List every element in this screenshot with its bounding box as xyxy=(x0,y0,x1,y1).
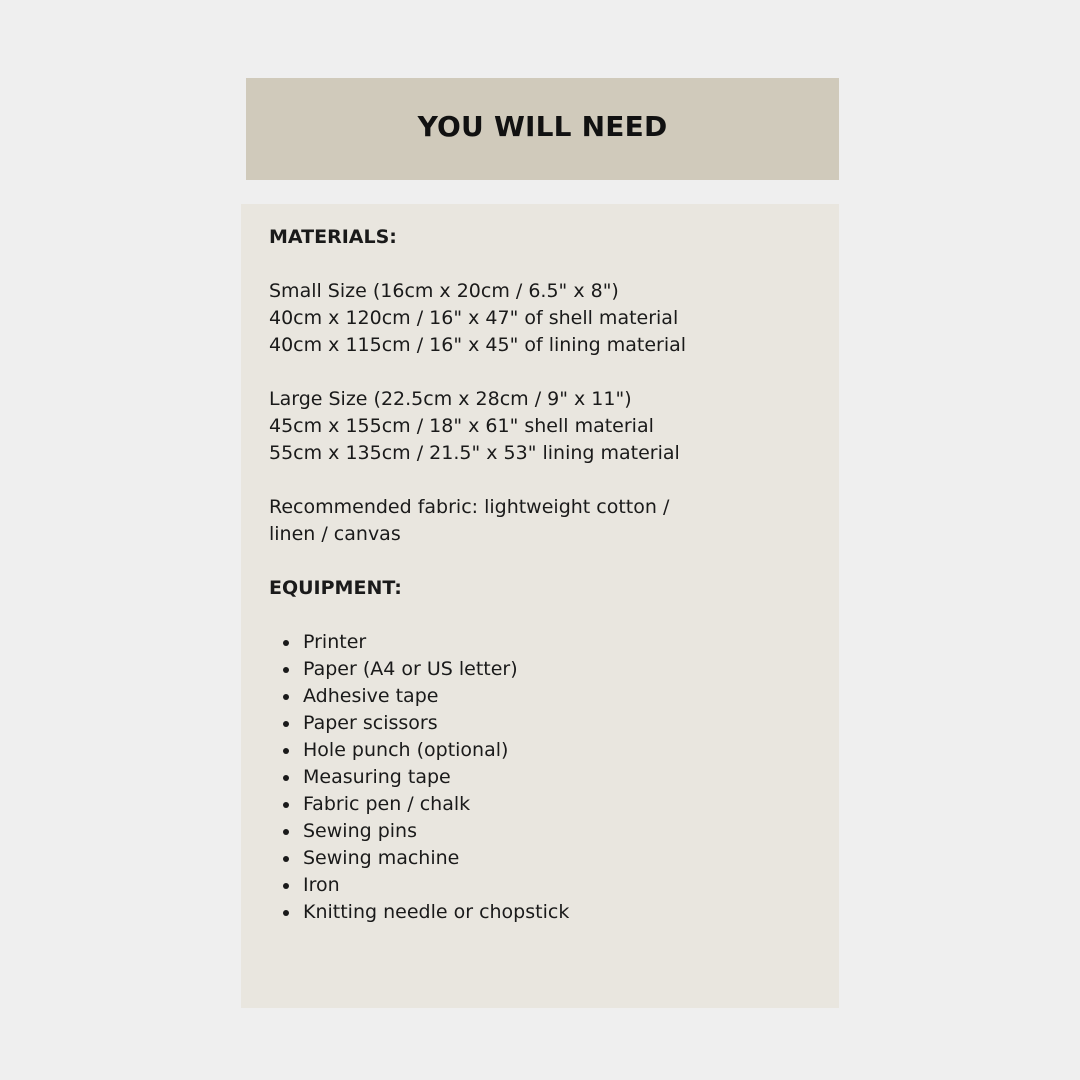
bullet-icon xyxy=(283,856,289,862)
list-item xyxy=(269,845,819,872)
small-size-title: Small Size (16cm x 20cm / 6.5" x 8") xyxy=(269,280,619,302)
bullet-icon xyxy=(283,640,289,646)
spacer xyxy=(269,251,819,278)
list-item-label: Iron xyxy=(303,874,340,896)
list-item xyxy=(269,791,819,818)
spacer xyxy=(269,602,819,629)
list-item xyxy=(269,629,819,656)
list-item-label: Paper scissors xyxy=(303,712,438,734)
recommended-fabric-line2: linen / canvas xyxy=(269,523,401,545)
bullet-icon xyxy=(283,802,289,808)
list-item-label: Knitting needle or chopstick xyxy=(303,901,570,923)
large-size-title: Large Size (22.5cm x 28cm / 9" x 11") xyxy=(269,388,632,410)
list-item xyxy=(269,656,819,683)
page-title: YOU WILL NEED xyxy=(417,110,668,143)
bullet-icon xyxy=(283,910,289,916)
list-item-label: Measuring tape xyxy=(303,766,451,788)
list-item-label: Printer xyxy=(303,631,367,653)
list-item-label: Adhesive tape xyxy=(303,685,439,707)
content-panel xyxy=(241,204,839,1008)
small-size-lining: 40cm x 115cm / 16" x 45" of lining material xyxy=(269,334,687,356)
list-item-label: Sewing pins xyxy=(303,820,417,842)
bullet-icon xyxy=(283,775,289,781)
spacer xyxy=(269,467,819,494)
list-item xyxy=(269,710,819,737)
list-item-label: Sewing machine xyxy=(303,847,460,869)
bullet-icon xyxy=(283,748,289,754)
bullet-icon xyxy=(283,883,289,889)
list-item xyxy=(269,764,819,791)
spacer xyxy=(269,359,819,386)
large-size-shell: 45cm x 155cm / 18" x 61" shell material xyxy=(269,415,654,437)
list-item-label: Fabric pen / chalk xyxy=(303,793,471,815)
equipment-label: EQUIPMENT: xyxy=(269,577,402,599)
recommended-fabric-line1: Recommended fabric: lightweight cotton / xyxy=(269,496,670,518)
list-item-label: Hole punch (optional) xyxy=(303,739,509,761)
list-item xyxy=(269,872,819,899)
bullet-icon xyxy=(283,667,289,673)
list-item-label: Paper (A4 or US letter) xyxy=(303,658,518,680)
list-item xyxy=(269,818,819,845)
materials-label: MATERIALS: xyxy=(269,226,397,248)
header-banner xyxy=(246,78,839,180)
list-item xyxy=(269,683,819,710)
list-item xyxy=(269,899,819,926)
list-item xyxy=(269,737,819,764)
equipment-list xyxy=(269,629,819,926)
small-size-shell: 40cm x 120cm / 16" x 47" of shell material xyxy=(269,307,679,329)
bullet-icon xyxy=(283,829,289,835)
large-size-lining: 55cm x 135cm / 21.5" x 53" lining material xyxy=(269,442,680,464)
spacer xyxy=(269,548,819,575)
bullet-icon xyxy=(283,721,289,727)
bullet-icon xyxy=(283,694,289,700)
